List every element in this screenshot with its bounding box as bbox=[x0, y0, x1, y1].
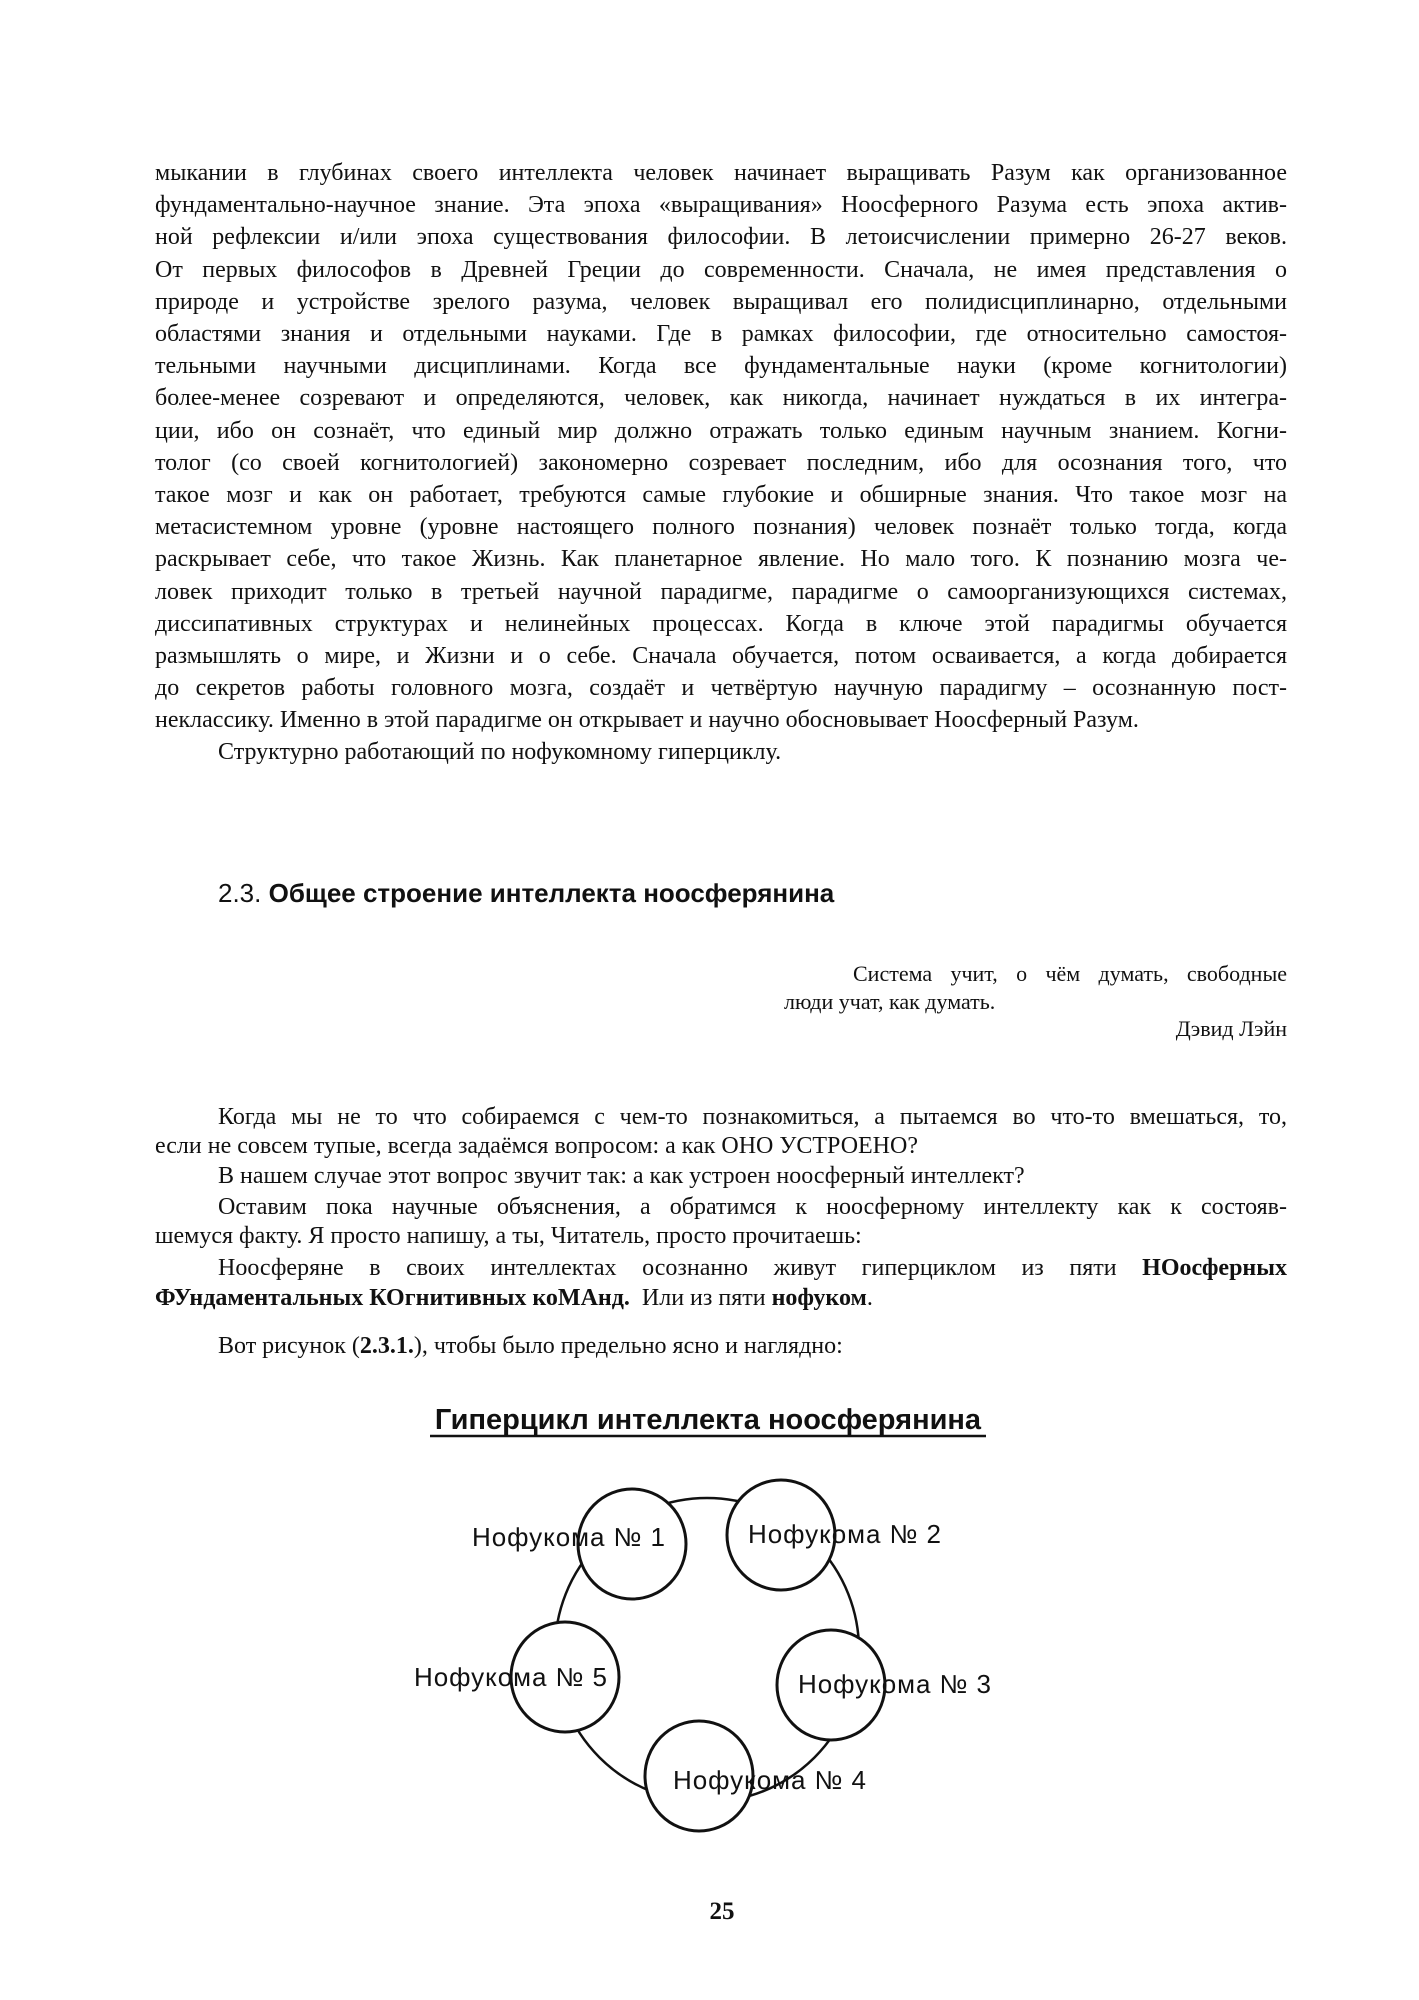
text-line: ции, ибо он сознаёт, что единый мир должно отражать только единым научным знанием. Когни- bbox=[155, 417, 1287, 444]
epigraph-line-2: люди учат, как думать. bbox=[784, 989, 996, 1014]
bold-text: 2.3.1. bbox=[359, 1333, 414, 1359]
bold-text: ФУндаментальных КОгнитивных коМАнд. bbox=[155, 1285, 630, 1311]
figure-title: Гиперцикл интеллекта ноосферянина bbox=[434, 1404, 982, 1436]
text: . bbox=[866, 1285, 873, 1311]
text-line: толог (со своей когнитологией) закономерно созревает последним, ибо для осознания того, что bbox=[155, 449, 1287, 476]
text-line: размышлять о мире, и Жизни и о себе. Сначала обучается, потом осваивается, а когда добирается bbox=[155, 643, 1287, 669]
text-line: Структурно работающий по нофукомному гиперциклу. bbox=[218, 739, 782, 765]
section-title: Общее строение интеллекта ноосферянина bbox=[268, 878, 835, 908]
node-label-1: Нофукома № 1 bbox=[472, 1522, 665, 1552]
text: В нашем случае этот вопрос звучит так: а как устроен ноосферный интеллект? bbox=[218, 1163, 1025, 1189]
text: Когда мы не то что собираемся с чем-то познакомиться, а пытаемся во что-то вмешаться, то, bbox=[218, 1104, 1287, 1130]
node-label-4: Нофукома № 4 bbox=[673, 1765, 866, 1795]
text: Ноосферяне в своих интеллектах осознанно живут гиперциклом из пяти bbox=[218, 1255, 1143, 1281]
text-line: тельными научными дисциплинами. Когда все фундаментальные науки (кроме когнитологии) bbox=[155, 353, 1287, 380]
node-label-2: Нофукома № 2 bbox=[748, 1519, 941, 1549]
text-line: более-менее созревают и определяются, человек, как никогда, начинает нуждаться в их интегра- bbox=[155, 385, 1287, 412]
text: если не совсем тупые, всегда задаёмся вопросом: а как ОНО УСТРОЕНО? bbox=[155, 1133, 918, 1159]
text-line: ловек приходит только в третьей научной парадигме, парадигме о самоорганизующихся системах, bbox=[155, 578, 1287, 605]
text: шемуся факту. Я просто напишу, а ты, Читатель, просто прочитаешь: bbox=[155, 1223, 862, 1249]
section-number: 2.3. bbox=[218, 878, 262, 908]
text-line: От первых философов в Древней Греции до современности. Сначала, не имея представления о bbox=[155, 256, 1287, 283]
text-line: такое мозг и как он работает, требуются самые глубокие и обширные знания. Что такое мозг на bbox=[155, 482, 1287, 508]
text: ), чтобы было предельно ясно и наглядно: bbox=[413, 1333, 843, 1359]
text-line: природе и устройстве зрелого разума, человек выращивал его полидисциплинарно, отдельными bbox=[155, 288, 1287, 315]
page-number: 25 bbox=[709, 1898, 735, 1925]
text: Вот рисунок ( bbox=[218, 1333, 360, 1359]
text-line: диссипативных структурах и нелинейных процессах. Когда в ключе этой парадигмы обучается bbox=[155, 610, 1287, 637]
node-label-3: Нофукома № 3 bbox=[798, 1669, 991, 1699]
epigraph-line-1: Система учит, о чём думать, свободные bbox=[853, 961, 1287, 986]
text-line: метасистемном уровне (уровне настоящего полного познания) человек познаёт только тогда, когда bbox=[155, 514, 1287, 541]
text-line: до секретов работы головного мозга, создаёт и четвёртую научную парадигму – осознанную пост- bbox=[155, 675, 1287, 702]
text-line: неклассику. Именно в этой парадигме он открывает и научно обосновывает Ноосферный Разум. bbox=[155, 707, 1139, 734]
text-line: областями знания и отдельными науками. Где в рамках философии, где относительно самостоя- bbox=[155, 321, 1287, 347]
bold-text: нофуком bbox=[771, 1285, 867, 1311]
text: Или из пяти bbox=[629, 1285, 772, 1311]
text: Оставим пока научные объяснения, а обратимся к ноосферному интеллекту как к состояв- bbox=[218, 1194, 1287, 1220]
bold-text: НОосферных bbox=[1142, 1255, 1287, 1281]
text-line: мыкании в глубинах своего интеллекта человек начинает выращивать Разум как организованное bbox=[155, 160, 1287, 186]
text-line: раскрывает себе, что такое Жизнь. Как планетарное явление. Но мало того. К познанию мозга че- bbox=[155, 546, 1287, 573]
text-line: фундаментально-научное знание. Эта эпоха «выращивания» Ноосферного Разума есть эпоха актив- bbox=[155, 192, 1287, 219]
node-label-5: Нофукома № 5 bbox=[414, 1662, 607, 1692]
text-line: ной рефлексии и/или эпоха существования философии. В летоисчислении примерно 26-27 веков. bbox=[155, 224, 1287, 251]
epigraph-author: Дэвид Лэйн bbox=[1175, 1016, 1287, 1041]
